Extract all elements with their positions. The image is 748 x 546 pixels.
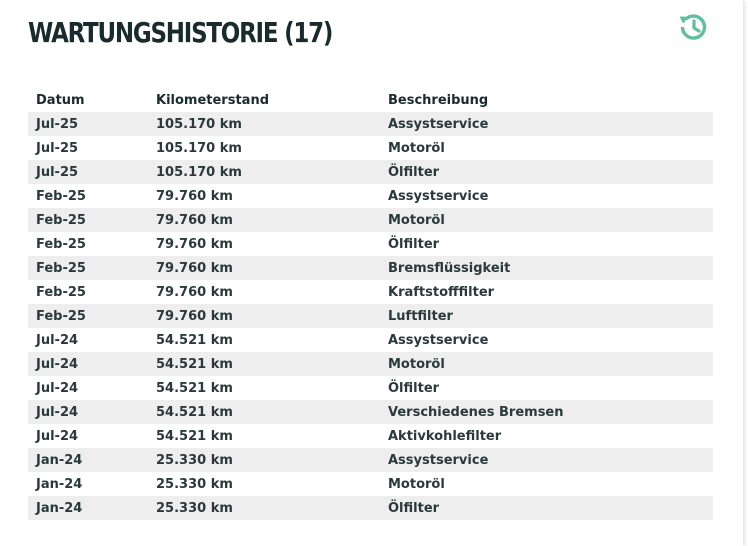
cell-date: Jul-24: [36, 404, 79, 420]
cell-mileage: 25.330 km: [156, 452, 233, 468]
table-row: [28, 280, 713, 304]
cell-mileage: 25.330 km: [156, 500, 233, 516]
cell-description: Kraftstofffilter: [388, 284, 495, 300]
cell-date: Jul-24: [36, 428, 79, 444]
cell-description: Bremsflüssigkeit: [388, 260, 511, 276]
cell-date: Feb-25: [36, 284, 86, 300]
cell-date: Jul-24: [36, 356, 79, 372]
cell-description: Assystservice: [388, 116, 489, 132]
table-row: [28, 472, 713, 496]
table-row: [28, 112, 713, 136]
table-row: [28, 160, 713, 184]
cell-mileage: 79.760 km: [156, 260, 233, 276]
cell-description: Motoröl: [388, 356, 445, 372]
table-row: [28, 424, 713, 448]
cell-date: Feb-25: [36, 260, 86, 276]
cell-description: Motoröl: [388, 476, 445, 492]
cell-date: Jan-24: [36, 476, 83, 492]
cell-mileage: 79.760 km: [156, 308, 233, 324]
history-icon: [676, 10, 710, 44]
cell-description: Motoröl: [388, 140, 445, 156]
cell-date: Jul-24: [36, 380, 79, 396]
cell-mileage: 79.760 km: [156, 236, 233, 252]
cell-description: Ölfilter: [388, 380, 440, 396]
history-button[interactable]: [674, 8, 712, 46]
table-body: [28, 112, 713, 520]
cell-date: Feb-25: [36, 188, 86, 204]
table-row: [28, 208, 713, 232]
column-header-description: Beschreibung: [388, 92, 489, 108]
cell-date: Jul-25: [36, 116, 79, 132]
column-header-date: Datum: [36, 92, 85, 108]
table-row: [28, 352, 713, 376]
cell-description: Aktivkohlefilter: [388, 428, 502, 444]
table-row: [28, 400, 713, 424]
cell-date: Jul-25: [36, 164, 79, 180]
cell-description: Ölfilter: [388, 236, 440, 252]
cell-mileage: 79.760 km: [156, 188, 233, 204]
cell-date: Jan-24: [36, 500, 83, 516]
cell-mileage: 54.521 km: [156, 404, 233, 420]
cell-description: Ölfilter: [388, 500, 440, 516]
cell-description: Ölfilter: [388, 164, 440, 180]
cell-date: Feb-25: [36, 308, 86, 324]
cell-description: Assystservice: [388, 452, 489, 468]
cell-date: Jul-25: [36, 140, 79, 156]
cell-description: Motoröl: [388, 212, 445, 228]
cell-description: Assystservice: [388, 188, 489, 204]
maintenance-table: [28, 88, 713, 520]
column-header-mileage: Kilometerstand: [156, 92, 270, 108]
cell-date: Feb-25: [36, 236, 86, 252]
cell-description: Assystservice: [388, 332, 489, 348]
cell-mileage: 105.170 km: [156, 116, 242, 132]
page-title: WARTUNGSHISTORIE (17): [28, 16, 333, 49]
table-row: [28, 376, 713, 400]
cell-date: Jul-24: [36, 332, 79, 348]
table-row: [28, 232, 713, 256]
table-row: [28, 328, 713, 352]
table-row: [28, 496, 713, 520]
cell-mileage: 54.521 km: [156, 380, 233, 396]
cell-mileage: 54.521 km: [156, 356, 233, 372]
table-row: [28, 256, 713, 280]
cell-mileage: 105.170 km: [156, 140, 242, 156]
cell-date: Jan-24: [36, 452, 83, 468]
table-row: [28, 448, 713, 472]
table-row: [28, 136, 713, 160]
table-row: [28, 184, 713, 208]
cell-mileage: 105.170 km: [156, 164, 242, 180]
table-row: [28, 304, 713, 328]
table-header-row: [28, 88, 713, 112]
cell-mileage: 25.330 km: [156, 476, 233, 492]
cell-description: Verschiedenes Bremsen: [388, 404, 564, 420]
cell-mileage: 54.521 km: [156, 428, 233, 444]
cell-mileage: 54.521 km: [156, 332, 233, 348]
cell-description: Luftfilter: [388, 308, 453, 324]
cell-mileage: 79.760 km: [156, 212, 233, 228]
cell-mileage: 79.760 km: [156, 284, 233, 300]
cell-date: Feb-25: [36, 212, 86, 228]
